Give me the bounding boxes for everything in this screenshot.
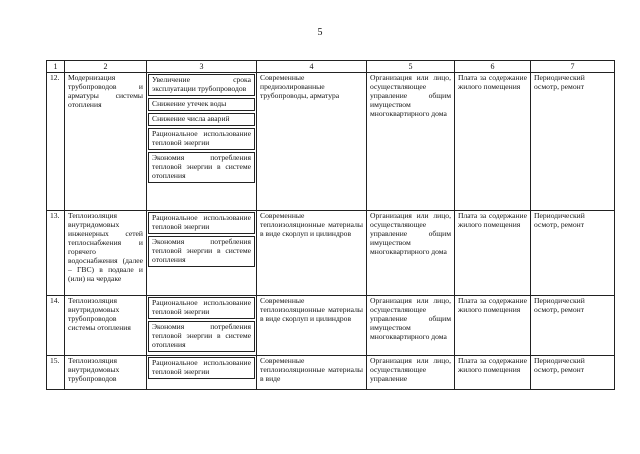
col-header: 2 — [65, 61, 147, 73]
materials-cell: Современные теплоизоляционные материалы в виде — [257, 356, 367, 390]
work-cell: Теплоизоляция внутридомовых трубопроводов системы отопления — [65, 296, 147, 356]
row-number: 14. — [47, 296, 65, 356]
row-number: 13. — [47, 211, 65, 296]
col-header: 3 — [147, 61, 257, 73]
work-cell: Теплоизоляция внутридомовых инженерных сетей теплоснабжения и горячего водоснабжения (далее – ГВС) в подвале и (или) на чердаке — [65, 211, 147, 296]
materials-cell: Современные предизолированные трубопроводы, арматура — [257, 73, 367, 211]
effect-item: Рациональное использование тепловой энергии — [148, 297, 255, 319]
effect-item: Увеличение срока эксплуатации трубопроводов — [148, 74, 255, 96]
executor-cell: Организация или лицо, осуществляющее управление общим имуществом многоквартирного дома — [367, 296, 455, 356]
col-header: 1 — [47, 61, 65, 73]
source-cell: Плата за содержание жилого помещения — [455, 356, 531, 390]
materials-cell: Современные теплоизоляционные материалы в виде скорлуп и цилиндров — [257, 211, 367, 296]
header-row — [47, 61, 615, 73]
table-row — [47, 296, 615, 356]
effect-item: Снижение числа аварий — [148, 113, 255, 126]
effect-item: Рациональное использование тепловой энергии — [148, 357, 255, 379]
page-number: 5 — [317, 27, 323, 38]
col-header: 5 — [367, 61, 455, 73]
work-cell: Модернизация трубопроводов и арматуры системы отопления — [65, 73, 147, 211]
source-cell: Плата за содержание жилого помещения — [455, 211, 531, 296]
period-cell: Периодический осмотр, ремонт — [531, 356, 615, 390]
row-number: 12. — [47, 73, 65, 211]
effects-cell — [147, 296, 257, 356]
effect-item: Экономия потребления тепловой энергии в системе отопления — [148, 152, 255, 183]
measures-table — [46, 60, 615, 390]
effect-item: Рациональное использование тепловой энергии — [148, 128, 255, 150]
source-cell: Плата за содержание жилого помещения — [455, 296, 531, 356]
col-header: 6 — [455, 61, 531, 73]
table-row — [47, 211, 615, 296]
table-row — [47, 356, 615, 390]
table-row — [47, 73, 615, 211]
period-cell: Периодический осмотр, ремонт — [531, 211, 615, 296]
period-cell: Периодический осмотр, ремонт — [531, 73, 615, 211]
effects-cell — [147, 211, 257, 296]
executor-cell: Организация или лицо, осуществляющее управление общим имуществом многоквартирного дома — [367, 211, 455, 296]
period-cell: Периодический осмотр, ремонт — [531, 296, 615, 356]
effect-item: Снижение утечек воды — [148, 98, 255, 111]
effect-item: Экономия потребления тепловой энергии в системе отопления — [148, 236, 255, 267]
effects-cell — [147, 73, 257, 211]
col-header: 4 — [257, 61, 367, 73]
effects-cell — [147, 356, 257, 390]
work-cell: Теплоизоляция внутридомовых трубопроводов — [65, 356, 147, 390]
effect-item: Рациональное использование тепловой энергии — [148, 212, 255, 234]
effect-item: Экономия потребления тепловой энергии в системе отопления — [148, 321, 255, 352]
row-number: 15. — [47, 356, 65, 390]
source-cell: Плата за содержание жилого помещения — [455, 73, 531, 211]
materials-cell: Современные теплоизоляционные материалы в виде скорлуп и цилиндров — [257, 296, 367, 356]
col-header: 7 — [531, 61, 615, 73]
executor-cell: Организация или лицо, осуществляющее управление общим имуществом многоквартирного дома — [367, 73, 455, 211]
executor-cell: Организация или лицо, осуществляющее управление — [367, 356, 455, 390]
